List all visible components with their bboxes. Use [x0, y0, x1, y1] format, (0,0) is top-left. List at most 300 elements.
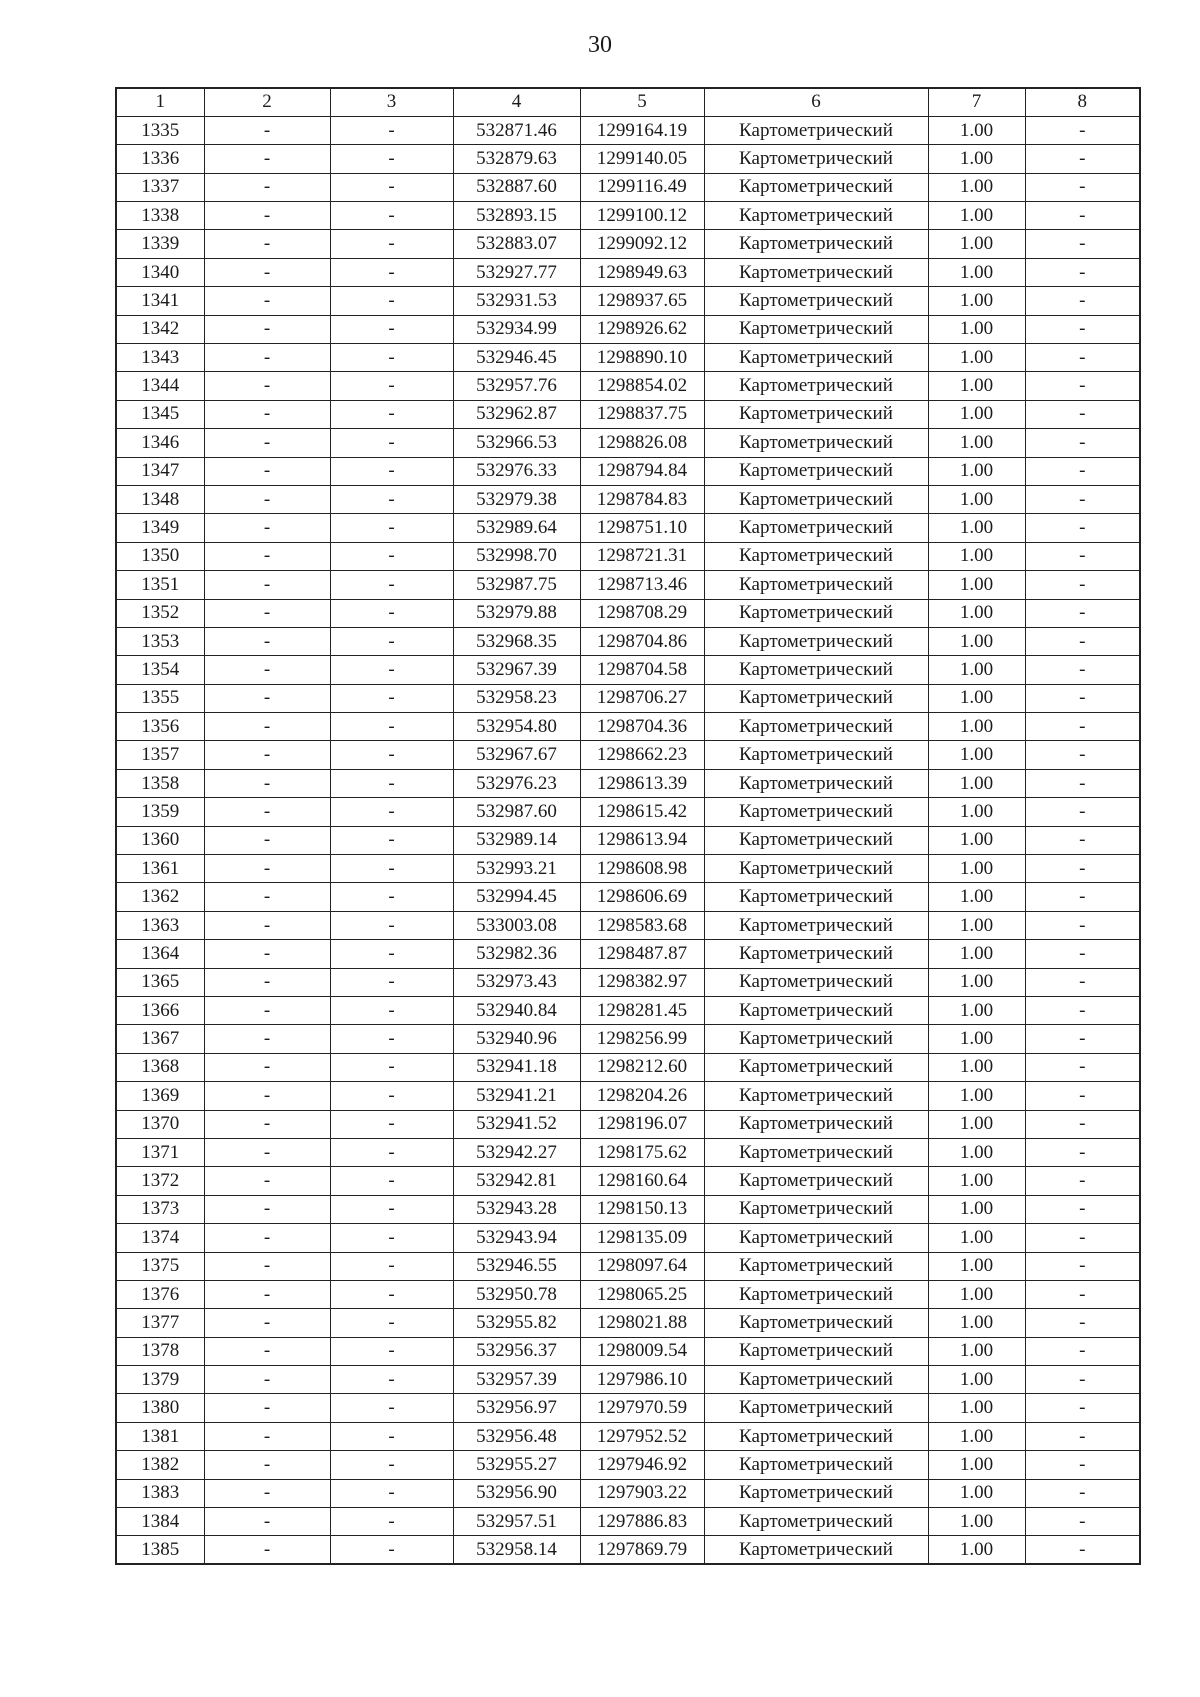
col-8-cell: -: [1025, 883, 1140, 911]
accuracy-cell: 1.00: [928, 1082, 1025, 1110]
col-8-cell: -: [1025, 997, 1140, 1025]
method-cell: Картометрический: [704, 457, 928, 485]
method-cell: Картометрический: [704, 1195, 928, 1223]
col-8-cell: -: [1025, 627, 1140, 655]
coordinates-table: [115, 87, 1141, 1565]
col-8-cell: -: [1025, 173, 1140, 201]
accuracy-cell: 1.00: [928, 826, 1025, 854]
col-2-cell: -: [204, 741, 330, 769]
accuracy-cell: 1.00: [928, 202, 1025, 230]
col-3-cell: -: [330, 1422, 453, 1450]
point-number-cell: 1351: [116, 571, 204, 599]
x-coordinate-cell: 532893.15: [453, 202, 580, 230]
col-3-cell: -: [330, 1082, 453, 1110]
table-row: [116, 826, 1140, 854]
table-row: [116, 1167, 1140, 1195]
col-3-cell: -: [330, 1224, 453, 1252]
col-2-cell: -: [204, 997, 330, 1025]
col-8-cell: -: [1025, 202, 1140, 230]
col-8-cell: -: [1025, 911, 1140, 939]
y-coordinate-cell: 1298281.45: [580, 997, 704, 1025]
x-coordinate-cell: 532993.21: [453, 855, 580, 883]
table-row: [116, 571, 1140, 599]
accuracy-cell: 1.00: [928, 1053, 1025, 1081]
y-coordinate-cell: 1298382.97: [580, 968, 704, 996]
x-coordinate-cell: 532979.38: [453, 485, 580, 513]
point-number-cell: 1361: [116, 855, 204, 883]
point-number-cell: 1372: [116, 1167, 204, 1195]
accuracy-cell: 1.00: [928, 1309, 1025, 1337]
y-coordinate-cell: 1298212.60: [580, 1053, 704, 1081]
col-2-cell: -: [204, 798, 330, 826]
y-coordinate-cell: 1298794.84: [580, 457, 704, 485]
col-3-cell: -: [330, 798, 453, 826]
accuracy-cell: 1.00: [928, 1337, 1025, 1365]
table-row: [116, 1110, 1140, 1138]
method-cell: Картометрический: [704, 372, 928, 400]
col-8-cell: -: [1025, 599, 1140, 627]
x-coordinate-cell: 532941.21: [453, 1082, 580, 1110]
table-row: [116, 230, 1140, 258]
y-coordinate-cell: 1298721.31: [580, 542, 704, 570]
col-3-cell: -: [330, 514, 453, 542]
col-8-cell: -: [1025, 1536, 1140, 1564]
accuracy-cell: 1.00: [928, 1138, 1025, 1166]
col-8-cell: -: [1025, 230, 1140, 258]
table-row: [116, 713, 1140, 741]
col-2-cell: -: [204, 968, 330, 996]
col-3-cell: -: [330, 1053, 453, 1081]
y-coordinate-cell: 1298021.88: [580, 1309, 704, 1337]
y-coordinate-cell: 1298204.26: [580, 1082, 704, 1110]
accuracy-cell: 1.00: [928, 855, 1025, 883]
accuracy-cell: 1.00: [928, 400, 1025, 428]
method-cell: Картометрический: [704, 258, 928, 286]
accuracy-cell: 1.00: [928, 883, 1025, 911]
method-cell: Картометрический: [704, 940, 928, 968]
col-2-cell: -: [204, 287, 330, 315]
table-row: [116, 940, 1140, 968]
table-row: [116, 1366, 1140, 1394]
method-cell: Картометрический: [704, 571, 928, 599]
col-2-cell: -: [204, 173, 330, 201]
col-3-cell: -: [330, 1508, 453, 1536]
x-coordinate-cell: 532987.60: [453, 798, 580, 826]
accuracy-cell: 1.00: [928, 769, 1025, 797]
x-coordinate-cell: 532879.63: [453, 145, 580, 173]
col-8-cell: -: [1025, 1252, 1140, 1280]
accuracy-cell: 1.00: [928, 145, 1025, 173]
method-cell: Картометрический: [704, 514, 928, 542]
col-3-cell: -: [330, 855, 453, 883]
col-3-cell: -: [330, 1394, 453, 1422]
col-8-cell: -: [1025, 1280, 1140, 1308]
accuracy-cell: 1.00: [928, 1280, 1025, 1308]
col-8-cell: -: [1025, 400, 1140, 428]
col-8-cell: -: [1025, 769, 1140, 797]
col-8-cell: -: [1025, 1167, 1140, 1195]
y-coordinate-cell: 1298784.83: [580, 485, 704, 513]
accuracy-cell: 1.00: [928, 372, 1025, 400]
col-8-cell: -: [1025, 1451, 1140, 1479]
x-coordinate-cell: 532976.23: [453, 769, 580, 797]
point-number-cell: 1359: [116, 798, 204, 826]
method-cell: Картометрический: [704, 287, 928, 315]
table-body: [116, 116, 1140, 1564]
method-cell: Картометрический: [704, 1394, 928, 1422]
x-coordinate-cell: 532940.96: [453, 1025, 580, 1053]
col-2-cell: -: [204, 230, 330, 258]
col-3-cell: -: [330, 911, 453, 939]
point-number-cell: 1335: [116, 116, 204, 144]
table-row: [116, 429, 1140, 457]
table-row: [116, 287, 1140, 315]
x-coordinate-cell: 532956.90: [453, 1479, 580, 1507]
table-row: [116, 1536, 1140, 1564]
x-coordinate-cell: 532954.80: [453, 713, 580, 741]
col-8-cell: -: [1025, 713, 1140, 741]
col-2-cell: -: [204, 372, 330, 400]
accuracy-cell: 1.00: [928, 344, 1025, 372]
col-3-cell: -: [330, 627, 453, 655]
col-2-cell: -: [204, 457, 330, 485]
col-3-cell: -: [330, 400, 453, 428]
col-8-cell: -: [1025, 1479, 1140, 1507]
method-cell: Картометрический: [704, 1508, 928, 1536]
accuracy-cell: 1.00: [928, 1451, 1025, 1479]
col-8-cell: -: [1025, 315, 1140, 343]
col-8-cell: -: [1025, 1053, 1140, 1081]
y-coordinate-cell: 1299100.12: [580, 202, 704, 230]
table-row: [116, 1053, 1140, 1081]
col-8-cell: -: [1025, 1394, 1140, 1422]
y-coordinate-cell: 1297970.59: [580, 1394, 704, 1422]
method-cell: Картометрический: [704, 485, 928, 513]
x-coordinate-cell: 532989.64: [453, 514, 580, 542]
table-row: [116, 1138, 1140, 1166]
col-3-cell: -: [330, 344, 453, 372]
col-8-cell: -: [1025, 514, 1140, 542]
method-cell: Картометрический: [704, 883, 928, 911]
table-row: [116, 1508, 1140, 1536]
col-3-cell: -: [330, 571, 453, 599]
col-3-cell: -: [330, 372, 453, 400]
point-number-cell: 1349: [116, 514, 204, 542]
col-2-cell: -: [204, 1138, 330, 1166]
method-cell: Картометрический: [704, 1422, 928, 1450]
table-row: [116, 202, 1140, 230]
y-coordinate-cell: 1299092.12: [580, 230, 704, 258]
col-8-cell: -: [1025, 1110, 1140, 1138]
x-coordinate-cell: 532871.46: [453, 116, 580, 144]
point-number-cell: 1358: [116, 769, 204, 797]
col-8-cell: -: [1025, 116, 1140, 144]
table-header-row: [116, 88, 1140, 116]
accuracy-cell: 1.00: [928, 1025, 1025, 1053]
col-2-cell: -: [204, 684, 330, 712]
col-8-cell: -: [1025, 940, 1140, 968]
point-number-cell: 1340: [116, 258, 204, 286]
point-number-cell: 1363: [116, 911, 204, 939]
point-number-cell: 1362: [116, 883, 204, 911]
x-coordinate-cell: 532955.27: [453, 1451, 580, 1479]
point-number-cell: 1384: [116, 1508, 204, 1536]
col-8-cell: -: [1025, 287, 1140, 315]
x-coordinate-cell: 532956.97: [453, 1394, 580, 1422]
x-coordinate-cell: 532946.45: [453, 344, 580, 372]
accuracy-cell: 1.00: [928, 173, 1025, 201]
col-2-cell: -: [204, 1422, 330, 1450]
method-cell: Картометрический: [704, 911, 928, 939]
accuracy-cell: 1.00: [928, 599, 1025, 627]
col-8-cell: -: [1025, 741, 1140, 769]
accuracy-cell: 1.00: [928, 230, 1025, 258]
col-2-cell: -: [204, 315, 330, 343]
point-number-cell: 1339: [116, 230, 204, 258]
method-cell: Картометрический: [704, 997, 928, 1025]
method-cell: Картометрический: [704, 400, 928, 428]
table-row: [116, 457, 1140, 485]
x-coordinate-cell: 532942.81: [453, 1167, 580, 1195]
col-2-cell: -: [204, 1110, 330, 1138]
col-3-cell: -: [330, 202, 453, 230]
col-3-cell: -: [330, 1138, 453, 1166]
table-row: [116, 855, 1140, 883]
col-8-cell: -: [1025, 145, 1140, 173]
col-2-cell: -: [204, 1280, 330, 1308]
x-coordinate-cell: 532989.14: [453, 826, 580, 854]
y-coordinate-cell: 1298837.75: [580, 400, 704, 428]
x-coordinate-cell: 532943.94: [453, 1224, 580, 1252]
x-coordinate-cell: 532998.70: [453, 542, 580, 570]
accuracy-cell: 1.00: [928, 1536, 1025, 1564]
y-coordinate-cell: 1298926.62: [580, 315, 704, 343]
col-2-cell: -: [204, 542, 330, 570]
accuracy-cell: 1.00: [928, 116, 1025, 144]
table-row: [116, 883, 1140, 911]
col-8-cell: -: [1025, 344, 1140, 372]
col-8-cell: -: [1025, 1508, 1140, 1536]
col-2-cell: -: [204, 769, 330, 797]
col-3-cell: -: [330, 485, 453, 513]
method-cell: Картометрический: [704, 1479, 928, 1507]
table-row: [116, 656, 1140, 684]
accuracy-cell: 1.00: [928, 1252, 1025, 1280]
point-number-cell: 1368: [116, 1053, 204, 1081]
col-3-cell: -: [330, 1025, 453, 1053]
point-number-cell: 1344: [116, 372, 204, 400]
col-3-cell: -: [330, 1309, 453, 1337]
x-coordinate-cell: 532957.76: [453, 372, 580, 400]
col-3-cell: -: [330, 741, 453, 769]
point-number-cell: 1348: [116, 485, 204, 513]
point-number-cell: 1354: [116, 656, 204, 684]
col-3-cell: -: [330, 968, 453, 996]
table-row: [116, 400, 1140, 428]
col-8-cell: -: [1025, 968, 1140, 996]
col-8-cell: -: [1025, 457, 1140, 485]
point-number-cell: 1380: [116, 1394, 204, 1422]
method-cell: Картометрический: [704, 230, 928, 258]
point-number-cell: 1376: [116, 1280, 204, 1308]
col-2-cell: -: [204, 1536, 330, 1564]
method-cell: Картометрический: [704, 684, 928, 712]
method-cell: Картометрический: [704, 769, 928, 797]
method-cell: Картометрический: [704, 116, 928, 144]
col-3-cell: -: [330, 1252, 453, 1280]
x-coordinate-cell: 532966.53: [453, 429, 580, 457]
y-coordinate-cell: 1298135.09: [580, 1224, 704, 1252]
point-number-cell: 1375: [116, 1252, 204, 1280]
method-cell: Картометрический: [704, 627, 928, 655]
method-cell: Картометрический: [704, 344, 928, 372]
accuracy-cell: 1.00: [928, 911, 1025, 939]
x-coordinate-cell: 532942.27: [453, 1138, 580, 1166]
table-row: [116, 315, 1140, 343]
col-2-cell: -: [204, 826, 330, 854]
x-coordinate-cell: 532976.33: [453, 457, 580, 485]
x-coordinate-cell: 532940.84: [453, 997, 580, 1025]
method-cell: Картометрический: [704, 1053, 928, 1081]
accuracy-cell: 1.00: [928, 1508, 1025, 1536]
y-coordinate-cell: 1298606.69: [580, 883, 704, 911]
method-cell: Картометрический: [704, 968, 928, 996]
point-number-cell: 1346: [116, 429, 204, 457]
y-coordinate-cell: 1299116.49: [580, 173, 704, 201]
y-coordinate-cell: 1298826.08: [580, 429, 704, 457]
y-coordinate-cell: 1299140.05: [580, 145, 704, 173]
x-coordinate-cell: 532956.48: [453, 1422, 580, 1450]
col-3-cell: -: [330, 656, 453, 684]
point-number-cell: 1383: [116, 1479, 204, 1507]
col-2-cell: -: [204, 429, 330, 457]
accuracy-cell: 1.00: [928, 542, 1025, 570]
point-number-cell: 1350: [116, 542, 204, 570]
y-coordinate-cell: 1297886.83: [580, 1508, 704, 1536]
table-row: [116, 1479, 1140, 1507]
col-3-cell: -: [330, 429, 453, 457]
col-3-cell: -: [330, 1167, 453, 1195]
col-8-cell: -: [1025, 542, 1140, 570]
method-cell: Картометрический: [704, 1536, 928, 1564]
method-cell: Картометрический: [704, 429, 928, 457]
column-header-3: 3: [330, 88, 453, 116]
table-row: [116, 1082, 1140, 1110]
x-coordinate-cell: 532955.82: [453, 1309, 580, 1337]
col-3-cell: -: [330, 1451, 453, 1479]
col-2-cell: -: [204, 1053, 330, 1081]
y-coordinate-cell: 1297952.52: [580, 1422, 704, 1450]
col-3-cell: -: [330, 684, 453, 712]
method-cell: Картометрический: [704, 1025, 928, 1053]
col-2-cell: -: [204, 344, 330, 372]
y-coordinate-cell: 1297869.79: [580, 1536, 704, 1564]
table-row: [116, 684, 1140, 712]
point-number-cell: 1382: [116, 1451, 204, 1479]
x-coordinate-cell: 532956.37: [453, 1337, 580, 1365]
y-coordinate-cell: 1298704.58: [580, 656, 704, 684]
col-3-cell: -: [330, 1195, 453, 1223]
method-cell: Картометрический: [704, 599, 928, 627]
method-cell: Картометрический: [704, 1451, 928, 1479]
x-coordinate-cell: 532973.43: [453, 968, 580, 996]
method-cell: Картометрический: [704, 656, 928, 684]
col-8-cell: -: [1025, 798, 1140, 826]
y-coordinate-cell: 1298487.87: [580, 940, 704, 968]
col-3-cell: -: [330, 883, 453, 911]
point-number-cell: 1381: [116, 1422, 204, 1450]
point-number-cell: 1347: [116, 457, 204, 485]
y-coordinate-cell: 1298854.02: [580, 372, 704, 400]
col-8-cell: -: [1025, 258, 1140, 286]
method-cell: Картометрический: [704, 741, 928, 769]
col-3-cell: -: [330, 145, 453, 173]
table-row: [116, 741, 1140, 769]
col-8-cell: -: [1025, 684, 1140, 712]
col-3-cell: -: [330, 1280, 453, 1308]
table-row: [116, 798, 1140, 826]
accuracy-cell: 1.00: [928, 627, 1025, 655]
col-2-cell: -: [204, 258, 330, 286]
col-2-cell: -: [204, 1309, 330, 1337]
y-coordinate-cell: 1298009.54: [580, 1337, 704, 1365]
column-header-8: 8: [1025, 88, 1140, 116]
method-cell: Картометрический: [704, 145, 928, 173]
point-number-cell: 1352: [116, 599, 204, 627]
y-coordinate-cell: 1298615.42: [580, 798, 704, 826]
col-3-cell: -: [330, 287, 453, 315]
method-cell: Картометрический: [704, 855, 928, 883]
point-number-cell: 1378: [116, 1337, 204, 1365]
table-row: [116, 1451, 1140, 1479]
col-3-cell: -: [330, 769, 453, 797]
x-coordinate-cell: 532958.23: [453, 684, 580, 712]
accuracy-cell: 1.00: [928, 514, 1025, 542]
y-coordinate-cell: 1298706.27: [580, 684, 704, 712]
accuracy-cell: 1.00: [928, 1479, 1025, 1507]
table-row: [116, 627, 1140, 655]
col-2-cell: -: [204, 400, 330, 428]
col-3-cell: -: [330, 116, 453, 144]
x-coordinate-cell: 532957.39: [453, 1366, 580, 1394]
col-2-cell: -: [204, 855, 330, 883]
y-coordinate-cell: 1298583.68: [580, 911, 704, 939]
x-coordinate-cell: 532962.87: [453, 400, 580, 428]
accuracy-cell: 1.00: [928, 258, 1025, 286]
point-number-cell: 1379: [116, 1366, 204, 1394]
col-3-cell: -: [330, 457, 453, 485]
y-coordinate-cell: 1298949.63: [580, 258, 704, 286]
col-2-cell: -: [204, 1508, 330, 1536]
column-header-5: 5: [580, 88, 704, 116]
table-row: [116, 997, 1140, 1025]
method-cell: Картометрический: [704, 1110, 928, 1138]
col-3-cell: -: [330, 940, 453, 968]
col-2-cell: -: [204, 202, 330, 230]
point-number-cell: 1338: [116, 202, 204, 230]
y-coordinate-cell: 1298256.99: [580, 1025, 704, 1053]
column-header-4: 4: [453, 88, 580, 116]
method-cell: Картометрический: [704, 202, 928, 230]
method-cell: Картометрический: [704, 1224, 928, 1252]
table-row: [116, 542, 1140, 570]
point-number-cell: 1337: [116, 173, 204, 201]
y-coordinate-cell: 1297986.10: [580, 1366, 704, 1394]
col-2-cell: -: [204, 1167, 330, 1195]
col-2-cell: -: [204, 940, 330, 968]
point-number-cell: 1365: [116, 968, 204, 996]
method-cell: Картометрический: [704, 542, 928, 570]
